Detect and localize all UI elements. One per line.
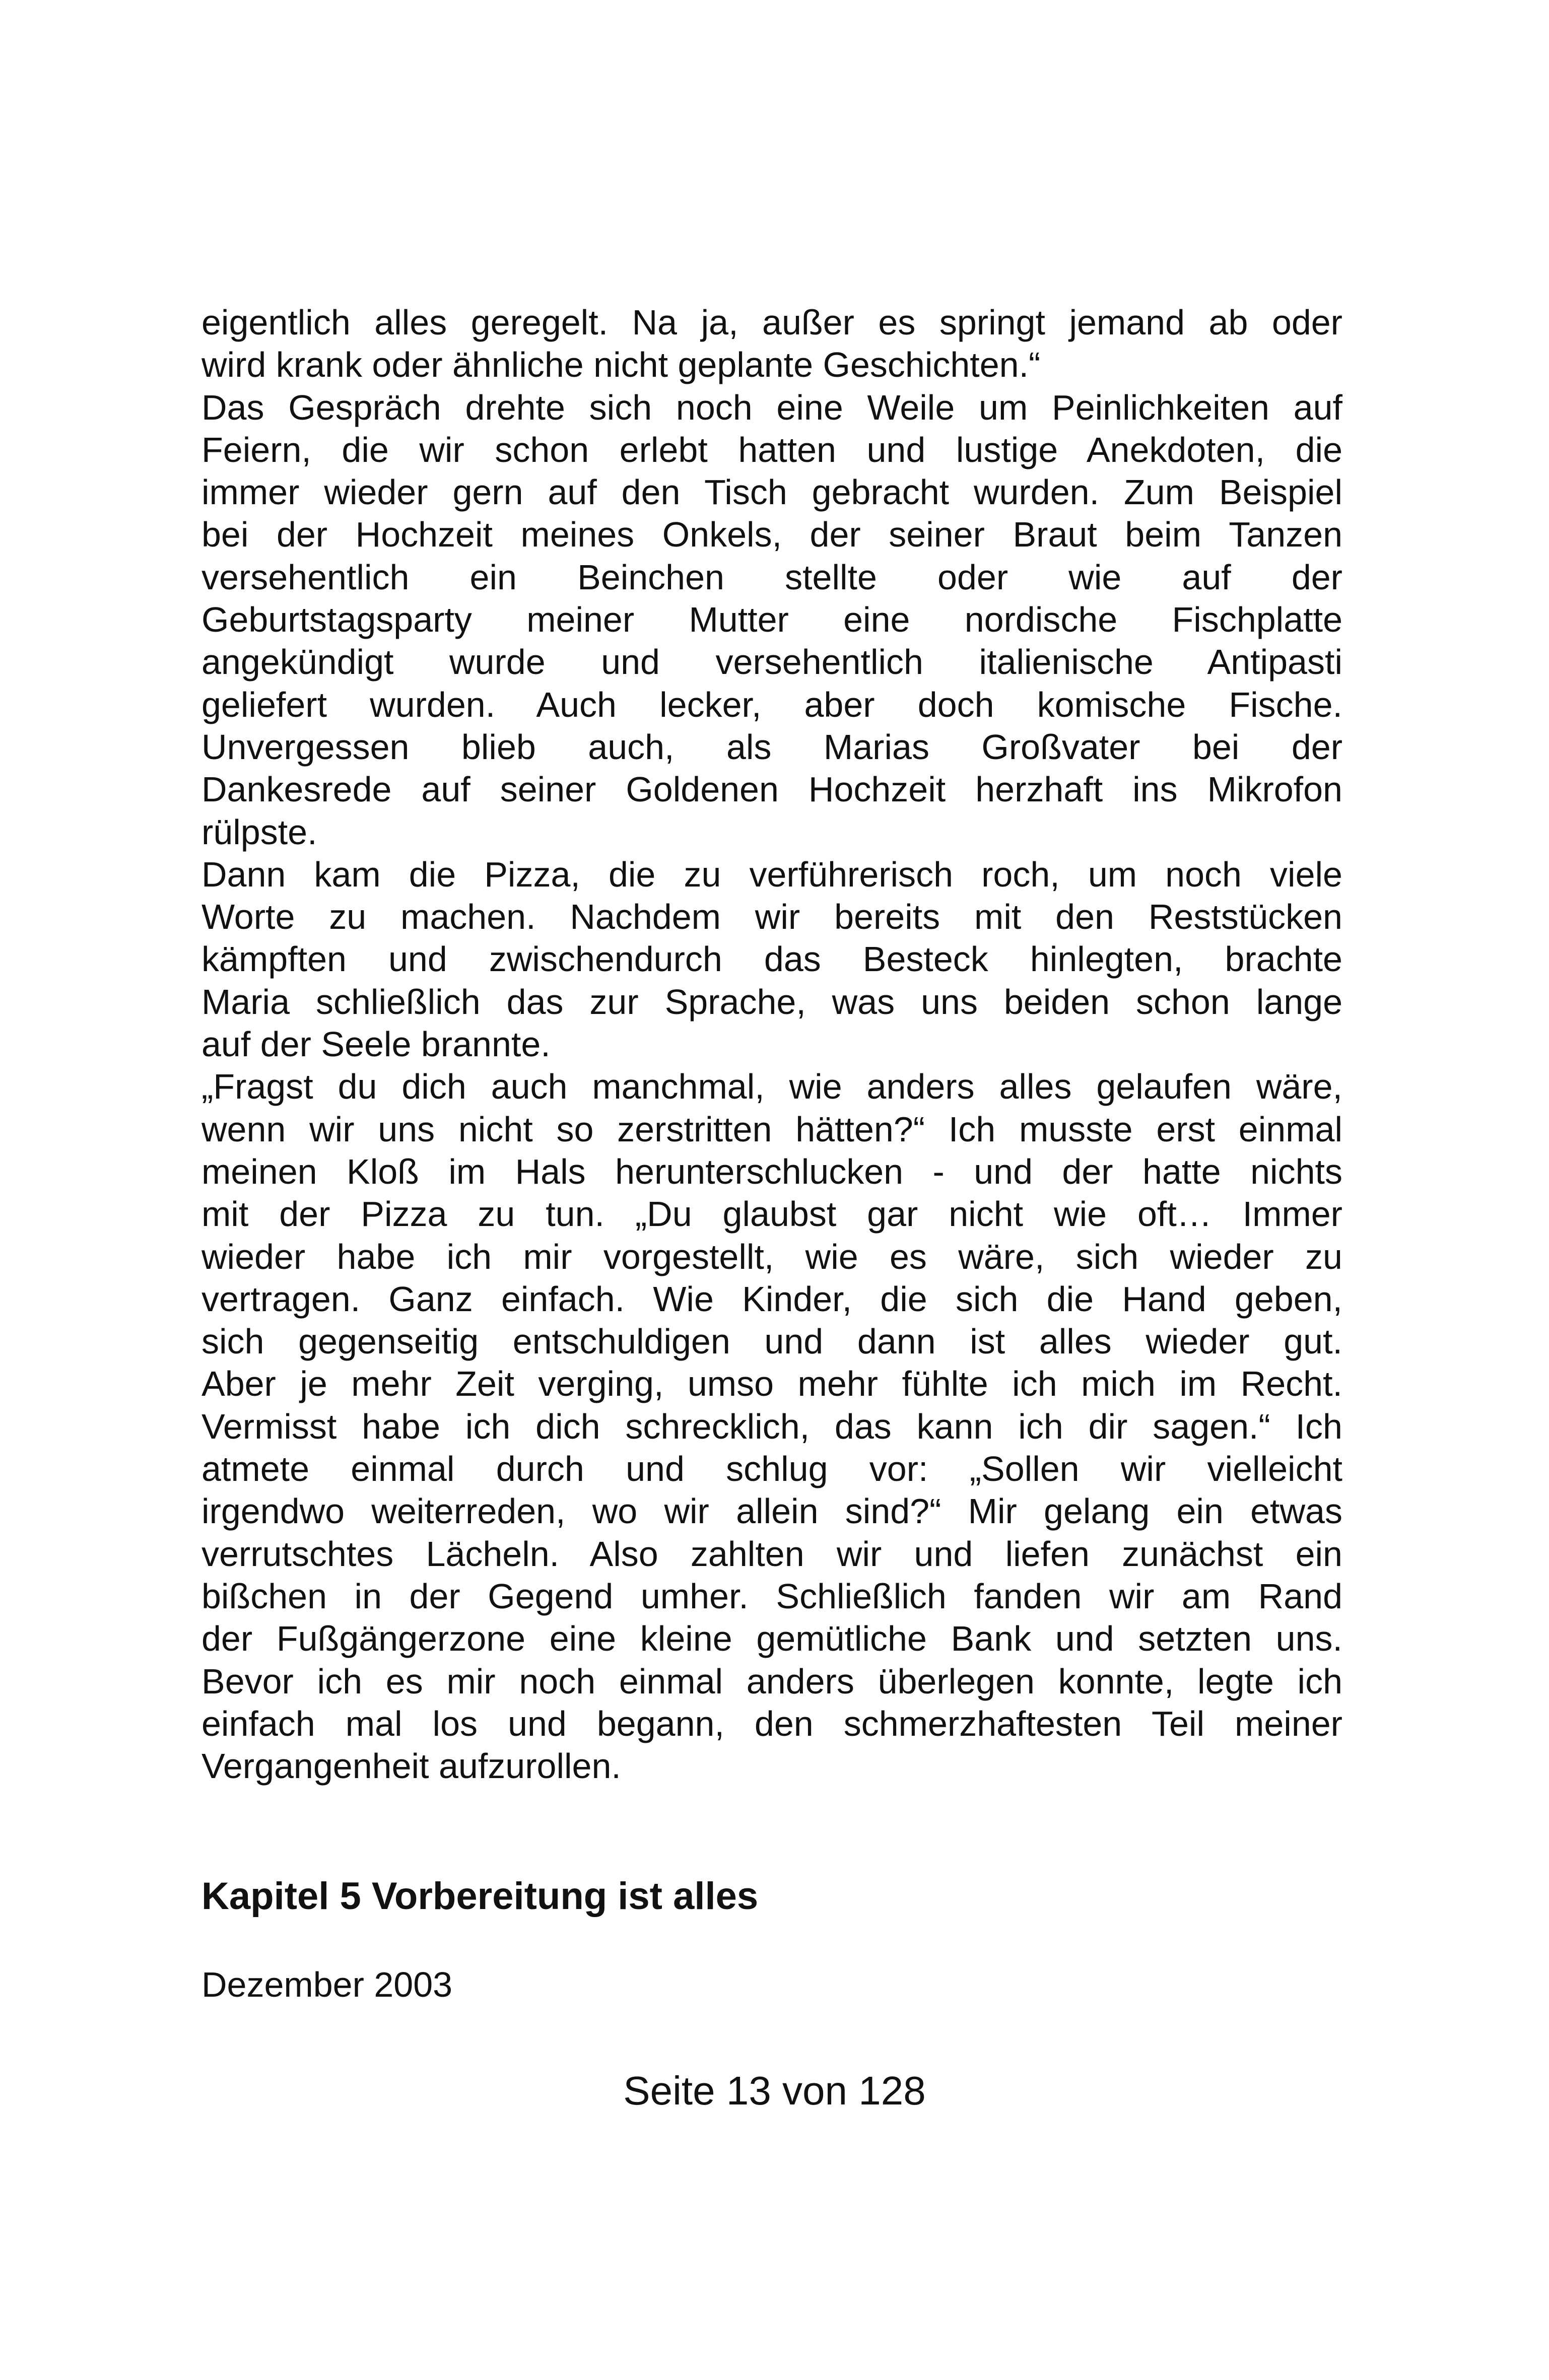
text-line: Vergangenheit aufzurollen. (201, 1746, 621, 1786)
text-line: Dann kam die Pizza, die zu verführerisch roch, um noch viele (201, 854, 1342, 894)
text-line: rülpste. (201, 812, 317, 852)
text-line: Worte zu machen. Nachdem wir bereits mit den Reststücken (201, 897, 1342, 937)
text-line: angekündigt wurde und versehentlich italienische Antipasti (201, 642, 1342, 682)
text-line: sich gegenseitig entschuldigen und dann ist alles wieder gut. (201, 1322, 1342, 1362)
chapter-heading: Kapitel 5 Vorbereitung ist alles (201, 1875, 759, 1918)
text-line: Das Gespräch drehte sich noch eine Weile um Peinlichkeiten auf (201, 387, 1342, 427)
text-line: immer wieder gern auf den Tisch gebracht wurden. Zum Beispiel (201, 472, 1342, 512)
text-line: mit der Pizza zu tun. „Du glaubst gar nicht wie oft… Immer (201, 1194, 1342, 1234)
text-line: wenn wir uns nicht so zerstritten hätten?“ Ich musste erst einmal (201, 1109, 1342, 1149)
text-line: atmete einmal durch und schlug vor: „Sollen wir vielleicht (201, 1449, 1342, 1489)
text-line: verrutschtes Lächeln. Also zahlten wir und liefen zunächst ein (201, 1534, 1342, 1574)
text-line: meinen Kloß im Hals herunterschlucken - und der hatte nichts (201, 1151, 1342, 1191)
text-line: wird krank oder ähnliche nicht geplante Geschichten.“ (201, 345, 1041, 385)
text-line: auf der Seele brannte. (201, 1025, 551, 1064)
chapter-date: Dezember 2003 (201, 1965, 453, 2004)
text-line: kämpften und zwischendurch das Besteck hinlegten, brachte (201, 939, 1342, 979)
text-line: irgendwo weiterreden, wo wir allein sind?“ Mir gelang ein etwas (201, 1491, 1342, 1531)
text-line: Feiern, die wir schon erlebt hatten und lustige Anekdoten, die (201, 430, 1342, 469)
text-line: eigentlich alles geregelt. Na ja, außer es springt jemand ab oder (201, 303, 1342, 342)
text-line: einfach mal los und begann, den schmerzhaftesten Teil meiner (201, 1704, 1342, 1743)
text-line: bei der Hochzeit meines Onkels, der seiner Braut beim Tanzen (201, 515, 1342, 555)
text-line: Maria schließlich das zur Sprache, was uns beiden schon lange (201, 982, 1342, 1022)
text-line: versehentlich ein Beinchen stellte oder wie auf der (201, 557, 1342, 597)
text-line: Geburtstagsparty meiner Mutter eine nordische Fischplatte (201, 600, 1342, 640)
text-line: vertragen. Ganz einfach. Wie Kinder, die sich die Hand geben, (201, 1279, 1342, 1319)
body-text (201, 301, 1342, 1787)
text-line: Unvergessen blieb auch, als Marias Großvater bei der (201, 727, 1342, 767)
text-line: Dankesrede auf seiner Goldenen Hochzeit herzhaft ins Mikrofon (201, 770, 1342, 809)
text-line: bißchen in der Gegend umher. Schließlich fanden wir am Rand (201, 1576, 1342, 1616)
text-line: geliefert wurden. Auch lecker, aber doch komische Fische. (201, 685, 1342, 724)
text-line: „Fragst du dich auch manchmal, wie anders alles gelaufen wäre, (201, 1067, 1342, 1107)
page-number: Seite 13 von 128 (623, 2068, 926, 2113)
text-line: wieder habe ich mir vorgestellt, wie es wäre, sich wieder zu (201, 1237, 1342, 1276)
text-line: Bevor ich es mir noch einmal anders überlegen konnte, legte ich (201, 1661, 1342, 1701)
text-line: Vermisst habe ich dich schrecklich, das kann ich dir sagen.“ Ich (201, 1406, 1342, 1446)
text-line: der Fußgängerzone eine kleine gemütliche Bank und setzten uns. (201, 1619, 1342, 1659)
text-line: Aber je mehr Zeit verging, umso mehr fühlte ich mich im Recht. (201, 1364, 1342, 1404)
